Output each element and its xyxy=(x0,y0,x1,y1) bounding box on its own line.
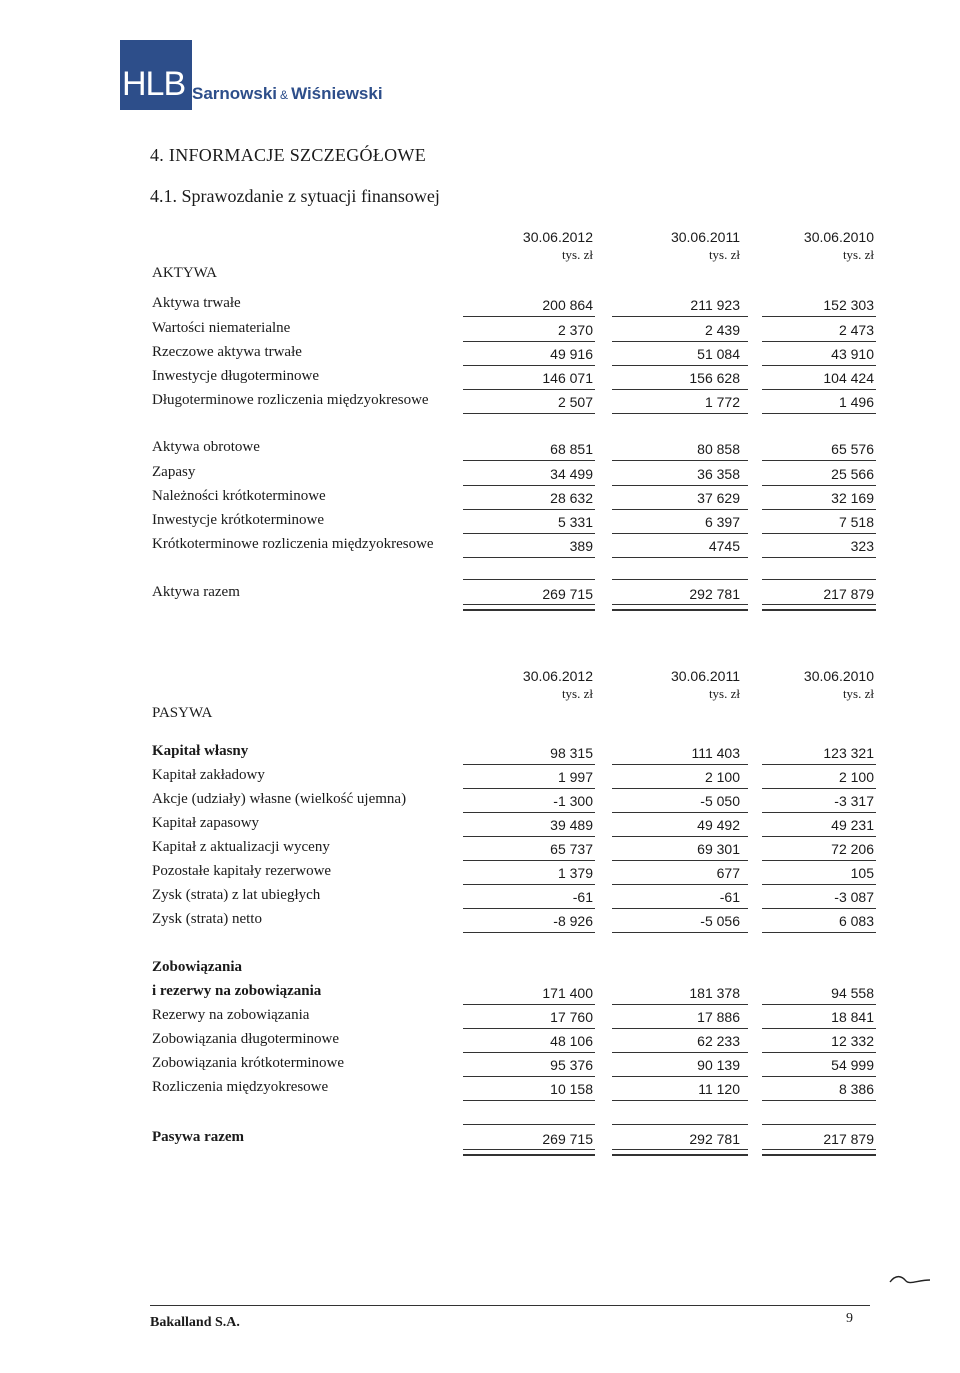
logo-mark: HLB xyxy=(120,40,192,110)
total-top-line xyxy=(463,1124,595,1125)
footer-company: Bakalland S.A. xyxy=(150,1315,240,1330)
table-row: Długoterminowe rozliczenia międzyokresowe 2 507 1 772 1 496 xyxy=(0,392,960,414)
column-header-2010: 30.06.2010 tys. zł xyxy=(803,229,874,262)
table-row: Rezerwy na zobowiązania 17 760 17 886 18 841 xyxy=(0,1007,960,1029)
group-heading: Zobowiązania xyxy=(152,959,243,975)
signature-mark xyxy=(888,1272,932,1286)
column-header-2011: 30.06.2011 tys. zł xyxy=(670,229,740,262)
company-logo xyxy=(120,40,383,110)
table-row: Akcje (udziały) własne (wielkość ujemna) -1 300 -5 050 -3 317 xyxy=(0,791,960,813)
row-label: Aktywa obrotowe xyxy=(152,439,260,455)
row-label: Aktywa trwałe xyxy=(152,295,241,311)
table-row: Należności krótkoterminowe 28 632 37 629 32 169 xyxy=(0,488,960,510)
table-row: Zysk (strata) z lat ubiegłych -61 -61 -3 087 xyxy=(0,887,960,909)
table-row: Kapitał zapasowy 39 489 49 492 49 231 xyxy=(0,815,960,837)
logo-name: Sarnowski & Wiśniewski xyxy=(192,84,383,103)
section-heading: 4. INFORMACJE SZCZEGÓŁOWE xyxy=(150,145,426,165)
table-row: i rezerwy na zobowiązania 171 400 181 378 94 558 xyxy=(0,983,960,1005)
table-row: Inwestycje krótkoterminowe 5 331 6 397 7 518 xyxy=(0,512,960,534)
table-row: Rzeczowe aktywa trwałe 49 916 51 084 43 910 xyxy=(0,344,960,366)
aktywa-title: AKTYWA xyxy=(152,265,217,281)
pasywa-title: PASYWA xyxy=(152,705,213,721)
table-row: Inwestycje długoterminowe 146 071 156 628 104 424 xyxy=(0,368,960,390)
row-label: i rezerwy na zobowiązania xyxy=(152,983,322,999)
total-row: Aktywa razem 269 715 292 781 217 879 xyxy=(0,584,960,606)
column-header-2012: 30.06.2012 tys. zł xyxy=(522,229,593,262)
table-row: Pozostałe kapitały rezerwowe 1 379 677 105 xyxy=(0,863,960,885)
table-row: Zapasy 34 499 36 358 25 566 xyxy=(0,464,960,486)
section-subheading: 4.1. Sprawozdanie z sytuacji finansowej xyxy=(150,186,440,206)
row-label: Kapitał własny xyxy=(152,743,249,759)
column-header-2010: 30.06.2010 tys. zł xyxy=(803,668,874,701)
table-row: Krótkoterminowe rozliczenia międzyokresowe 389 4745 323 xyxy=(0,536,960,558)
column-header-2012: 30.06.2012 tys. zł xyxy=(522,668,593,701)
total-top-line xyxy=(463,579,595,580)
table-row: Aktywa trwałe 200 864 211 923 152 303 xyxy=(0,295,960,317)
table-row: Aktywa obrotowe 68 851 80 858 65 576 xyxy=(0,439,960,461)
footer-rule xyxy=(150,1305,870,1306)
table-row: Wartości niematerialne 2 370 2 439 2 473 xyxy=(0,320,960,342)
page-number: 9 xyxy=(846,1311,853,1326)
table-row: Kapitał własny 98 315 111 403 123 321 xyxy=(0,743,960,765)
total-row: Pasywa razem 269 715 292 781 217 879 xyxy=(0,1129,960,1151)
table-row: Zobowiązania krótkoterminowe 95 376 90 139 54 999 xyxy=(0,1055,960,1077)
table-row: Rozliczenia międzyokresowe 10 158 11 120 8 386 xyxy=(0,1079,960,1101)
table-row: Kapitał z aktualizacji wyceny 65 737 69 301 72 206 xyxy=(0,839,960,861)
column-header-2011: 30.06.2011 tys. zł xyxy=(670,668,740,701)
table-row: Zysk (strata) netto -8 926 -5 056 6 083 xyxy=(0,911,960,933)
table-row: Zobowiązania długoterminowe 48 106 62 233 12 332 xyxy=(0,1031,960,1053)
table-row: Kapitał zakładowy 1 997 2 100 2 100 xyxy=(0,767,960,789)
